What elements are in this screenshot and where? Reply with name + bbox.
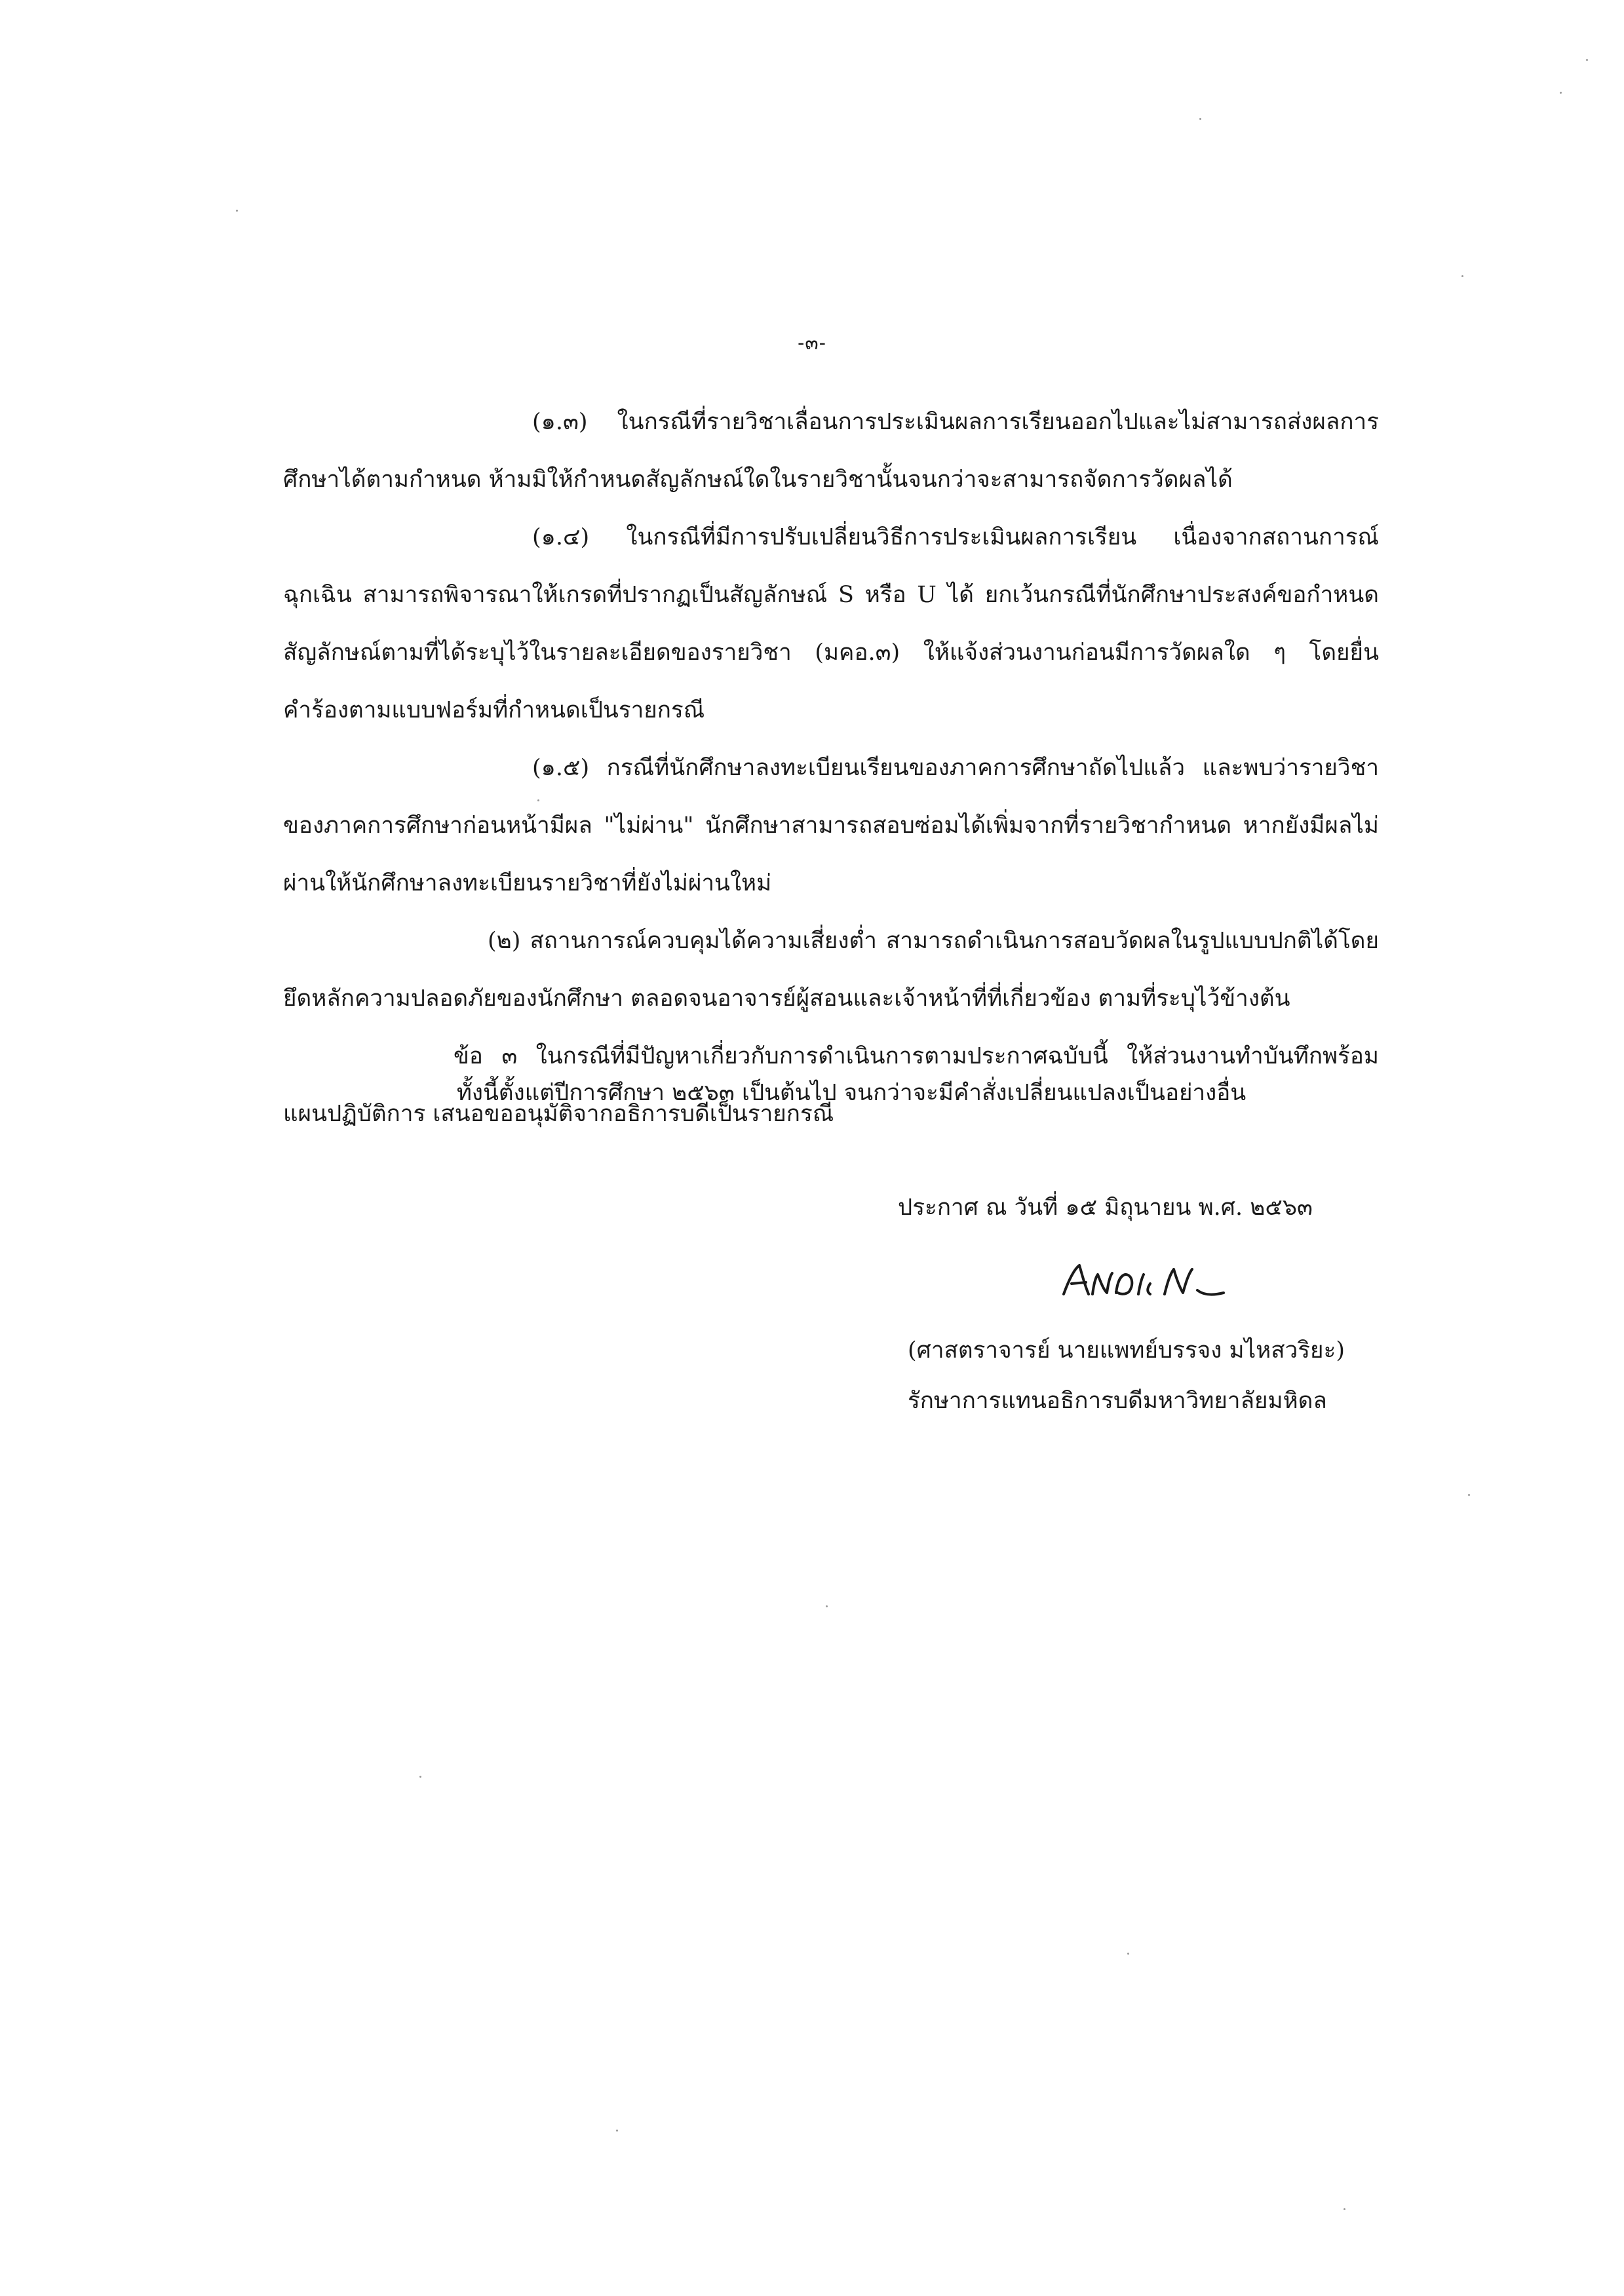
scan-speck <box>1199 118 1201 120</box>
scan-speck <box>616 2130 618 2132</box>
scan-speck <box>1344 2208 1345 2210</box>
scan-speck <box>537 799 539 801</box>
scan-speck <box>1560 92 1562 94</box>
scan-speck <box>1461 275 1463 277</box>
paragraph-1-4: (๑.๔) ในกรณีที่มีการปรับเปลี่ยนวิธีการประเมินผลการเรียน เนื่องจากสถานการณ์ฉุกเฉิน สามารถพิจารณาให้เกรดที่ปรากฏเป็นสัญลักษณ์ S หรือ U ได้ ยกเว้นกรณีที่นักศึกษาประสงค์ขอกำหนดสัญลักษณ์ตามที่ได้ระบุไว้ในรายละเอียดของรายวิชา (มคอ.๓) ให้แจ้งส่วนงานก่อนมีการวัดผลใด ๆ โดยยื่นคำร้องตามแบบฟอร์มที่กำหนดเป็นรายกรณี <box>283 524 1379 723</box>
scan-speck <box>1127 1953 1129 1955</box>
paragraph-1-5: (๑.๕) กรณีที่นักศึกษาลงทะเบียนเรียนของภาคการศึกษาถัดไปแล้ว และพบว่ารายวิชาของภาคการศึกษาก่อนหน้ามีผล "ไม่ผ่าน" นักศึกษาสามารถสอบซ่อมได้เพิ่มจากที่รายวิชากำหนด หากยังมีผลไม่ผ่านให้นักศึกษาลงทะเบียนรายวิชาที่ยังไม่ผ่านใหม่ <box>283 755 1379 896</box>
signature-image <box>1052 1255 1229 1307</box>
paragraph-1-3: (๑.๓) ในกรณีที่รายวิชาเลื่อนการประเมินผลการเรียนออกไปและไม่สามารถส่งผลการศึกษาได้ตามกำหนด ห้ามมิให้กำหนดสัญลักษณ์ใดในรายวิชานั้นจนกว่าจะสามารถจัดการวัดผลได้ <box>283 409 1379 493</box>
announcement-date: ประกาศ ณ วันที่ ๑๕ มิถุนายน พ.ศ. ๒๕๖๓ <box>898 1195 1313 1221</box>
closing-statement: ทั้งนี้ตั้งแต่ปีการศึกษา ๒๕๖๓ เป็นต้นไป จนกว่าจะมีคำสั่งเปลี่ยนแปลงเป็นอย่างอื่น <box>456 1080 1247 1106</box>
scan-speck <box>1586 59 1588 61</box>
signer-name: (ศาสตราจารย์ นายแพทย์บรรจง มไหสวริยะ) <box>908 1337 1345 1364</box>
scan-speck <box>236 210 238 212</box>
paragraph-2: (๒) สถานการณ์ควบคุมได้ความเสี่ยงต่ำ สามารถดำเนินการสอบวัดผลในรูปแบบปกติได้โดยยึดหลักความปลอดภัยของนักศึกษา ตลอดจนอาจารย์ผู้สอนและเจ้าหน้าที่ที่เกี่ยวข้อง ตามที่ระบุไว้ข้างต้น <box>283 928 1379 1012</box>
scan-speck <box>826 1605 828 1607</box>
page-number: -๓- <box>798 332 826 354</box>
signer-title: รักษาการแทนอธิการบดีมหาวิทยาลัยมหิดล <box>908 1388 1327 1414</box>
paragraph-article-3: ข้อ ๓ ในกรณีที่มีปัญหาเกี่ยวกับการดำเนินการตามประกาศฉบับนี้ ให้ส่วนงานทำบันทึกพร้อมแผนปฏิบัติการ เสนอขออนุมัติจากอธิการบดีเป็นรายกรณี <box>283 1043 1379 1127</box>
body-text <box>283 393 1379 1143</box>
scan-speck <box>419 1776 421 1778</box>
scan-speck <box>1468 1494 1470 1496</box>
